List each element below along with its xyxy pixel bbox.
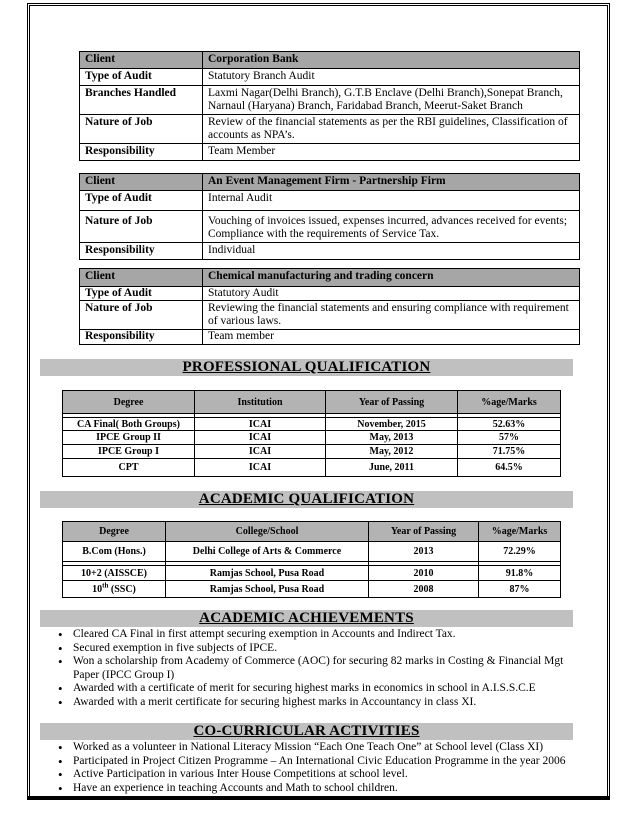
cell: ICAI: [195, 459, 326, 477]
cell: CA Final( Both Groups): [63, 418, 195, 431]
row-value: Laxmi Nagar(Delhi Branch), G.T.B Enclave (Delhi Branch),Sonepat Branch, Narnaul (Haryana) Branch, Faridabad Branch, Meerut-Saket Branch: [203, 86, 580, 115]
row-label: Responsibility: [80, 330, 203, 345]
col-header: Year of Passing: [369, 522, 479, 542]
row-label: Type of Audit: [80, 191, 203, 211]
client-name: Corporation Bank: [203, 52, 580, 69]
row-label: Type of Audit: [80, 287, 203, 301]
cell: 72.29%: [479, 542, 561, 562]
list-item: • Participated in Project Citizen Programme – An International Civic Education Programme in the year 2006: [48, 755, 568, 769]
row-value: Statutory Audit: [203, 287, 580, 301]
page-border-bottom: [27, 796, 610, 800]
row-value: Internal Audit: [203, 191, 580, 211]
list-item: • Cleared CA Final in first attempt securing exemption in Accounts and Indirect Tax.: [48, 628, 568, 642]
col-header: College/School: [166, 522, 369, 542]
row-value: Statutory Branch Audit: [203, 69, 580, 86]
academic-qualification-heading: ACADEMIC QUALIFICATION: [40, 491, 573, 508]
client-label: Client: [80, 174, 203, 191]
cell: Delhi College of Arts & Commerce: [166, 542, 369, 562]
client-name: Chemical manufacturing and trading concern: [203, 269, 580, 287]
academic-qualification-table: [62, 521, 561, 598]
row-label: Nature of Job: [80, 211, 203, 243]
list-item: • Active Participation in various Inter House Competitions at school level.: [48, 768, 568, 782]
cell: CPT: [63, 459, 195, 477]
cell: June, 2011: [326, 459, 458, 477]
list-item: • Won a scholarship from Academy of Commerce (AOC) for securing 82 marks in Costing & Financial Mgt Paper (IPCC Group I): [48, 655, 568, 682]
row-value: Team member: [203, 330, 580, 345]
client-name: An Event Management Firm - Partnership Firm: [203, 174, 580, 191]
cell: 2008: [369, 581, 479, 598]
row-label: Responsibility: [80, 243, 203, 260]
cell: IPCE Group I: [63, 445, 195, 459]
professional-qualification-table: [62, 390, 561, 477]
cell: 71.75%: [458, 445, 561, 459]
academic-achievements-heading: ACADEMIC ACHIEVEMENTS: [40, 610, 573, 627]
cell: IPCE Group II: [63, 431, 195, 445]
cell: Ramjas School, Pusa Road: [166, 566, 369, 581]
cell: [63, 581, 166, 598]
row-value: Reviewing the financial statements and ensuring compliance with requirement of various laws.: [203, 301, 580, 330]
list-item: • Awarded with a merit certificate for securing highest marks in Accountancy in class XI.: [48, 696, 568, 710]
cell: 2013: [369, 542, 479, 562]
cell: 64.5%: [458, 459, 561, 477]
cell: 87%: [479, 581, 561, 598]
row-value: Team Member: [203, 144, 580, 161]
ssc-degree: 10: [92, 583, 103, 595]
col-header: %age/Marks: [458, 391, 561, 414]
cell: 91.8%: [479, 566, 561, 581]
ssc-sup: th: [102, 581, 109, 590]
cell: ICAI: [195, 418, 326, 431]
cell: ICAI: [195, 431, 326, 445]
cell: 2010: [369, 566, 479, 581]
cell: 10+2 (AISSCE): [63, 566, 166, 581]
cell: ICAI: [195, 445, 326, 459]
client-label: Client: [80, 52, 203, 69]
co-curricular-heading: CO-CURRICULAR ACTIVITIES: [40, 723, 573, 740]
client-label: Client: [80, 269, 203, 287]
list-item: • Secured exemption in five subjects of IPCE.: [48, 642, 568, 656]
cell: 57%: [458, 431, 561, 445]
cell: November, 2015: [326, 418, 458, 431]
list-item: • Worked as a volunteer in National Literacy Mission “Each One Teach One” at School level (Class XI): [48, 741, 568, 755]
cell: B.Com (Hons.): [63, 542, 166, 562]
cell: 52.63%: [458, 418, 561, 431]
list-item: • Awarded with a certificate of merit for securing highest marks in economics in school in A.I.S.S.C.E: [48, 682, 568, 696]
row-label: Branches Handled: [80, 86, 203, 115]
col-header: Institution: [195, 391, 326, 414]
row-label: Type of Audit: [80, 69, 203, 86]
cell: Ramjas School, Pusa Road: [166, 581, 369, 598]
col-header: Degree: [63, 522, 166, 542]
cell: May, 2012: [326, 445, 458, 459]
professional-qualification-heading: PROFESSIONAL QUALIFICATION: [40, 359, 573, 376]
list-item: • Have an experience in teaching Accounts and Math to school children.: [48, 782, 568, 796]
col-header: Degree: [63, 391, 195, 414]
row-label: Nature of Job: [80, 301, 203, 330]
audit-table-event-management: [79, 173, 580, 260]
co-curricular-list: [48, 741, 568, 795]
cell: May, 2013: [326, 431, 458, 445]
achievements-list: [48, 628, 568, 709]
col-header: Year of Passing: [326, 391, 458, 414]
row-value: Individual: [203, 243, 580, 260]
audit-table-chemical: [79, 268, 580, 345]
row-label: Nature of Job: [80, 115, 203, 144]
row-value: Vouching of invoices issued, expenses incurred, advances received for events; Compliance with the requirements of Service Tax.: [203, 211, 580, 243]
col-header: %age/Marks: [479, 522, 561, 542]
row-label: Responsibility: [80, 144, 203, 161]
audit-table-corporation-bank: [79, 51, 580, 161]
row-value: Review of the financial statements as per the RBI guidelines, Classification of accounts as NPA’s.: [203, 115, 580, 144]
ssc-suffix: (SSC): [108, 583, 136, 595]
